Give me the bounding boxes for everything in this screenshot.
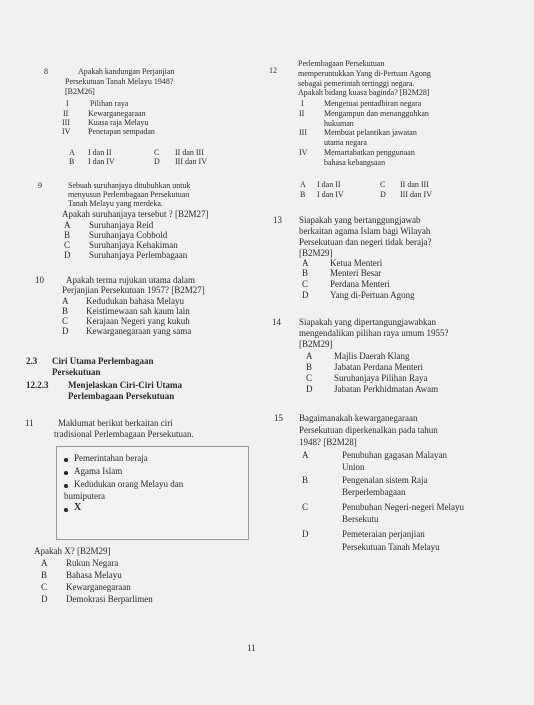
q11-option-text: Demokrasi Berparlimen [66,594,153,604]
info-bullet: Pemerintahan beraja [74,453,148,463]
q12-stem-line1: Perlembagaan Persekutuan [298,59,385,68]
q11-question: Apakah X? [B2M29] [34,546,111,556]
page-number: 11 [247,643,256,653]
q14-stem-line1: Siapakah yang dipertangungjawabkan [299,317,436,327]
q8-option-text: III dan IV [175,157,207,166]
q8-option-letter: A [69,148,75,157]
q8-option-text: I dan IV [88,157,115,166]
q8-item-num: I [66,99,69,108]
info-bullet: Agama Islam [74,466,123,476]
q9-option-text: Suruhanjaya Kehakiman [89,240,178,250]
q14-option-letter: A [306,351,313,361]
subsection-title-cont: Perlembagaan Persekutuan [68,391,175,401]
q12-item-text: Mengampun dan menangguhkan [324,109,429,118]
q8-option-text: II dan III [175,148,204,157]
q10-option-text: Kerajaan Negeri yang kukuh [86,316,190,326]
q10-question: Perjanjian Persekutuan 1957? [B2M27] [62,285,205,295]
q11-option-letter: A [41,558,48,568]
q8-item-num: II [63,109,69,118]
q9-option-letter: C [64,240,71,250]
q12-option-letter: C [380,180,386,189]
q8-option-text: I dan II [88,148,112,157]
q14-option-letter: B [306,362,313,372]
info-bullet: Kedudukan orang Melayu dan [74,479,184,489]
q15-option-text-cont: Berperlembagaan [342,487,406,497]
q8-stem-line2: Persekutuan Tanah Melayu 1948? [65,77,174,86]
q10-option-text: Keistimewaan sah kaum lain [86,306,190,316]
q15-option-text-cont: Persekutuan Tanah Melayu [342,542,440,552]
q13-stem-line1: Siapakah yang bertanggungjawab [299,215,421,225]
q11-stem-line2: tradisional Perlembagaan Persekutuan. [54,429,194,439]
q10-option-letter: D [62,326,69,336]
q12-stem-line2: memperuntukkan Yang di-Pertuan Agong [298,69,431,78]
q11-option-letter: C [41,582,48,592]
q14-option-text: Majlis Daerah Klang [334,351,410,361]
bullet-dot [64,508,68,512]
q14-option-text: Suruhanjaya Pilihan Raya [334,373,428,383]
q11-option-letter: B [41,570,48,580]
q12-item-num: I [301,99,304,108]
q15-option-text-cont: Union [342,462,365,472]
q8-stem-line1: Apakah kandungan Perjanjian [78,67,175,76]
q12-number: 12 [269,66,277,75]
q15-stem-line2: Persekutuan diperkenalkan pada tahun [299,425,438,435]
q13-code: [B2M29] [299,248,333,258]
q12-item-num: III [299,128,307,137]
info-bullet-cont: bumiputera [64,491,105,501]
q11-number: 11 [25,418,34,428]
q12-option-text: II dan III [400,180,429,189]
q14-number: 14 [272,317,281,327]
q9-option-text: Suruhanjaya Cobbold [89,230,168,240]
q15-question: 1948? [B2M28] [299,437,357,447]
q14-stem-line2: mengendalikan pilihan raya umum 1955? [299,328,449,338]
q9-option-letter: B [64,230,71,240]
q9-option-text: Suruhanjaya Perlembagaan [89,250,188,260]
q10-option-letter: C [62,316,69,326]
q10-number: 10 [35,275,44,285]
q13-option-text: Ketua Menteri [330,258,383,268]
q8-item-num: III [62,118,70,127]
q10-stem-line1: Apakah terma rujukan utama dalam [66,275,195,285]
q15-option-letter: B [302,475,309,485]
q8-number: 8 [44,67,48,76]
q13-option-text: Perdana Menteri [330,279,390,289]
section-number: 2.3 [26,356,38,366]
subsection-number: 12.2.3 [26,380,49,390]
q12-option-letter: D [380,190,386,199]
q8-item-text: Penetapan sempadan [88,127,155,136]
q12-item-text-cont: utama negara [324,138,367,147]
q11-option-text: Bahasa Melayu [66,570,122,580]
q13-option-letter: C [302,279,309,289]
q12-option-text: III dan IV [400,190,432,199]
q15-option-text: Pengenalan sistem Raja [342,475,428,485]
q9-question: Apakah suruhanjaya tersebut ? [B2M27] [62,209,209,219]
q8-code: [B2M26] [65,87,95,96]
q8-option-letter: D [154,157,160,166]
q15-option-letter: A [302,450,309,460]
q12-item-num: II [299,109,305,118]
section-title: Ciri Utama Perlembagaan [52,356,154,366]
q8-option-letter: C [154,148,160,157]
q13-option-text: Yang di-Pertuan Agong [330,290,415,300]
q12-option-text: I dan IV [317,190,344,199]
q9-stem-line3: Tanah Melayu yang merdeka. [68,199,163,208]
q8-item-text: Kewarganegaraan [88,109,146,118]
q9-option-letter: D [64,250,71,260]
q13-stem-line3: Persekutuan dan negeri tidak beraja? [299,237,432,247]
q13-option-letter: D [302,290,309,300]
q12-stem-line3: sebagai pemerintah tertinggi negara. [298,79,415,88]
q12-option-letter: A [300,180,306,189]
info-box [56,446,249,540]
q14-option-letter: D [306,384,313,394]
q13-option-text: Menteri Besar [330,268,382,278]
q12-item-text-cont: bahasa kebangsaan [324,158,386,167]
q15-option-letter: D [302,529,309,539]
q14-option-text: Jabatan Perdana Menteri [334,362,423,372]
q10-option-text: Kewarganegaraan yang sama [86,326,192,336]
q12-item-text-cont: hukuman [324,119,354,128]
q15-option-text: Penubuhan gagasan Malayan [342,450,447,460]
q11-stem-line1: Maklumat berikut berkaitan ciri [58,418,173,428]
q15-option-text: Penubuhan Negeri-negeri Melayu [342,502,464,512]
q8-option-letter: B [69,157,75,166]
q11-option-letter: D [41,594,48,604]
q15-option-letter: C [302,502,309,512]
section-title-cont: Persekutuan [52,367,101,377]
q14-code: [B2M29] [299,339,333,349]
q9-option-text: Suruhanjaya Reid [89,220,154,230]
q12-question: Apakah bidang kuasa baginda? [B2M28] [298,88,430,97]
q12-item-text: Membuat pelantikan jawatan [324,128,417,137]
q9-number: 9 [38,181,42,190]
q12-item-text: Mengetuai pentadbiran negara [324,99,422,108]
q13-number: 13 [273,215,282,225]
q15-option-text-cont: Bersekutu [342,514,379,524]
q13-stem-line2: berkaitan agama Islam bagi Wilayah [299,226,431,236]
q9-stem-line1: Sebuah suruhanjaya ditubuhkan untuk [68,181,191,190]
q13-option-letter: B [302,268,309,278]
q8-item-text: Kuasa raja Melayu [88,118,149,127]
q10-option-text: Kedudukan bahasa Melayu [86,296,184,306]
q12-item-text: Memartabatkan penggunaan [324,148,415,157]
q11-option-text: Kewarganegaraan [66,582,131,592]
q9-stem-line2: menyusun Perlembagaan Persekutuan [68,190,190,199]
q10-option-letter: A [62,296,69,306]
q15-number: 15 [274,413,283,423]
bullet-dot [64,471,68,475]
q12-item-num: IV [299,148,308,157]
q8-item-text: Pilihan raya [90,99,129,108]
q14-option-letter: C [306,373,313,383]
q15-stem-line1: Bagaimanakah kewarganegaraan [299,413,418,423]
q12-option-letter: B [300,190,306,199]
q10-option-letter: B [62,306,69,316]
subsection-title: Menjelaskan Ciri-Ciri Utama [68,380,182,390]
bullet-dot [64,484,68,488]
q11-option-text: Rukun Negara [66,558,119,568]
bullet-dot [64,458,68,462]
q14-option-text: Jabatan Perkhidmatan Awam [334,384,439,394]
q9-option-letter: A [64,220,71,230]
info-bullet-x: X [74,502,82,513]
q13-option-letter: A [302,258,309,268]
q15-option-text: Pemeteraian perjanjian [342,529,425,539]
q8-item-num: IV [62,127,71,136]
q12-option-text: I dan II [317,180,341,189]
